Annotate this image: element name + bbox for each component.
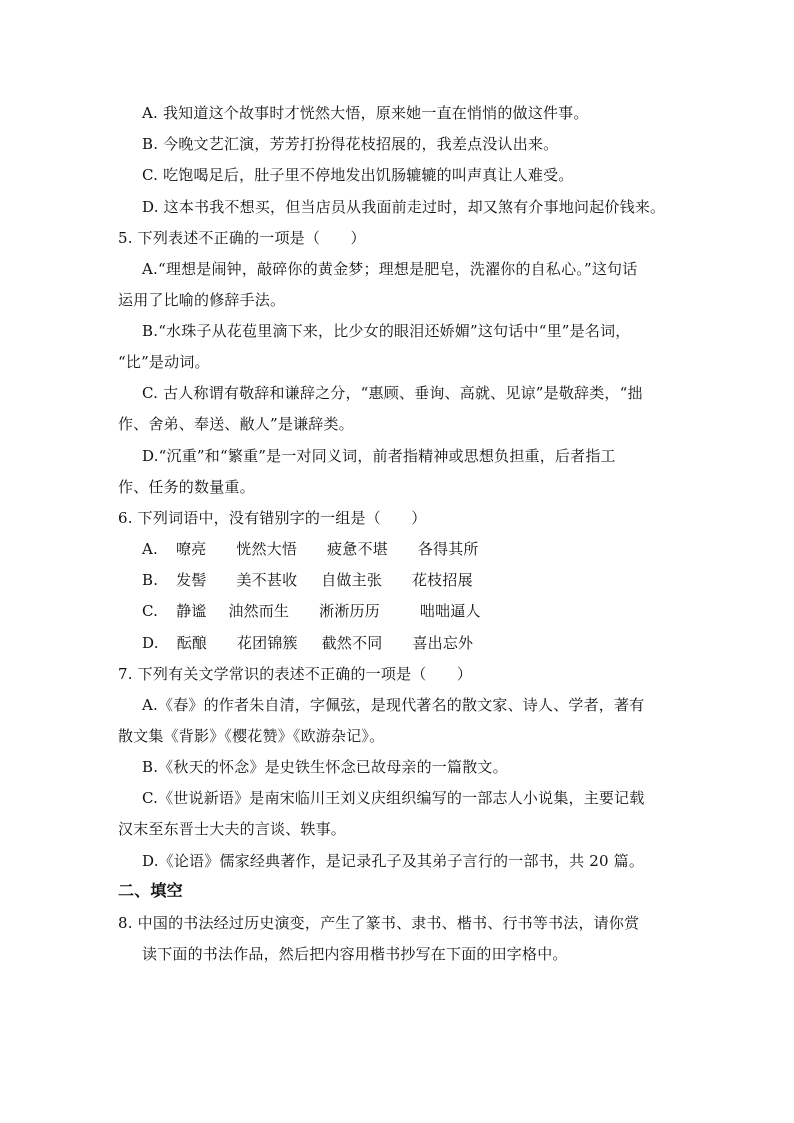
word: 恍然大悟 xyxy=(236,540,298,558)
option-line: 汉末至东晋士大夫的言谈、轶事。 xyxy=(118,820,347,838)
option-line: “比”是动词。 xyxy=(118,353,210,371)
option-line-6a xyxy=(142,539,479,559)
word: 酝酿 xyxy=(176,634,208,652)
word: 喜出忘外 xyxy=(412,634,474,652)
word: 油然而生 xyxy=(228,602,290,620)
option-line: 运用了比喻的修辞手法。 xyxy=(118,291,286,309)
word: 疲惫不堪 xyxy=(327,540,388,558)
option-label: B. xyxy=(142,571,159,589)
question-7-stem: 7. 下列有关文学常识的表述不正确的一项是（ ） xyxy=(118,665,473,683)
word: 淅淅历历 xyxy=(319,602,380,620)
option-line: D.“沉重”和“繁重”是一对同义词，前者指精神或思想负担重，后者指工 xyxy=(142,447,616,465)
word: 截然不同 xyxy=(321,634,383,652)
question-5-stem: 5. 下列表述不正确的一项是（ ） xyxy=(118,229,366,247)
section-heading: 二、填空 xyxy=(118,881,183,900)
option-label: C. xyxy=(142,602,159,620)
question-8-stem-cont: 读下面的书法作品，然后把内容用楷书抄写在下面的田字格中。 xyxy=(142,945,568,963)
word: 自做主张 xyxy=(321,571,383,589)
word: 各得其所 xyxy=(417,540,479,558)
option-line: A.“理想是闹钟，敲碎你的黄金梦；理想是肥皂，洗濯你的自私心。”这句话 xyxy=(142,260,638,278)
question-8-stem: 8. 中国的书法经过历史演变，产生了篆书、隶书、楷书、行书等书法，请你赏 xyxy=(118,914,640,932)
option-line: D. 这本书我不想买，但当店员从我面前走过时，却又煞有介事地问起价钱来。 xyxy=(142,198,666,216)
option-label: D. xyxy=(142,634,159,652)
question-6-stem: 6. 下列词语中，没有错别字的一组是（ ） xyxy=(118,509,427,527)
word: 花团锦簇 xyxy=(236,634,298,652)
word: 花枝招展 xyxy=(411,571,473,589)
option-line-6c xyxy=(142,601,481,621)
word: 咄咄逼人 xyxy=(419,602,481,620)
option-line: A. 我知道这个故事时才恍然大悟，原来她一直在悄悄的做这件事。 xyxy=(142,104,589,122)
option-line: C.《世说新语》是南宋临川王刘义庆组织编写的一部志人小说集，主要记载 xyxy=(142,789,645,807)
option-line: C. 古人称谓有敬辞和谦辞之分，“惠顾、垂询、高就、见谅”是敬辞类，“拙 xyxy=(142,384,643,402)
option-label: A. xyxy=(142,540,159,558)
option-line-6d xyxy=(142,633,473,653)
option-line: C. 吃饱喝足后，肚子里不停地发出饥肠辘辘的叫声真让人难受。 xyxy=(142,166,574,184)
option-line: 作、任务的数量重。 xyxy=(118,478,255,496)
option-line: 散文集《背影》《樱花赞》《欧游杂记》。 xyxy=(118,727,385,745)
word: 嘹亮 xyxy=(175,540,207,558)
option-line: A.《春》的作者朱自清，字佩弦，是现代著名的散文家、诗人、学者，著有 xyxy=(142,696,645,714)
option-line: B.“水珠子从花苞里滴下来，比少女的眼泪还娇媚”这句话中“里”是名词， xyxy=(142,322,631,340)
option-line: B.《秋天的怀念》是史铁生怀念已故母亲的一篇散文。 xyxy=(142,758,508,776)
option-line: B. 今晚文艺汇演，芳芳打扮得花枝招展的，我差点没认出来。 xyxy=(142,135,559,153)
option-line: 作、舍弟、奉送、敝人”是谦辞类。 xyxy=(118,415,354,433)
word: 发髻 xyxy=(176,571,207,589)
word: 美不甚收 xyxy=(236,571,298,589)
option-line: D.《论语》儒家经典著作，是记录孔子及其弟子言行的一部书，共 20 篇。 xyxy=(142,852,645,870)
option-line-6b xyxy=(142,570,473,590)
word: 静谧 xyxy=(176,602,207,620)
